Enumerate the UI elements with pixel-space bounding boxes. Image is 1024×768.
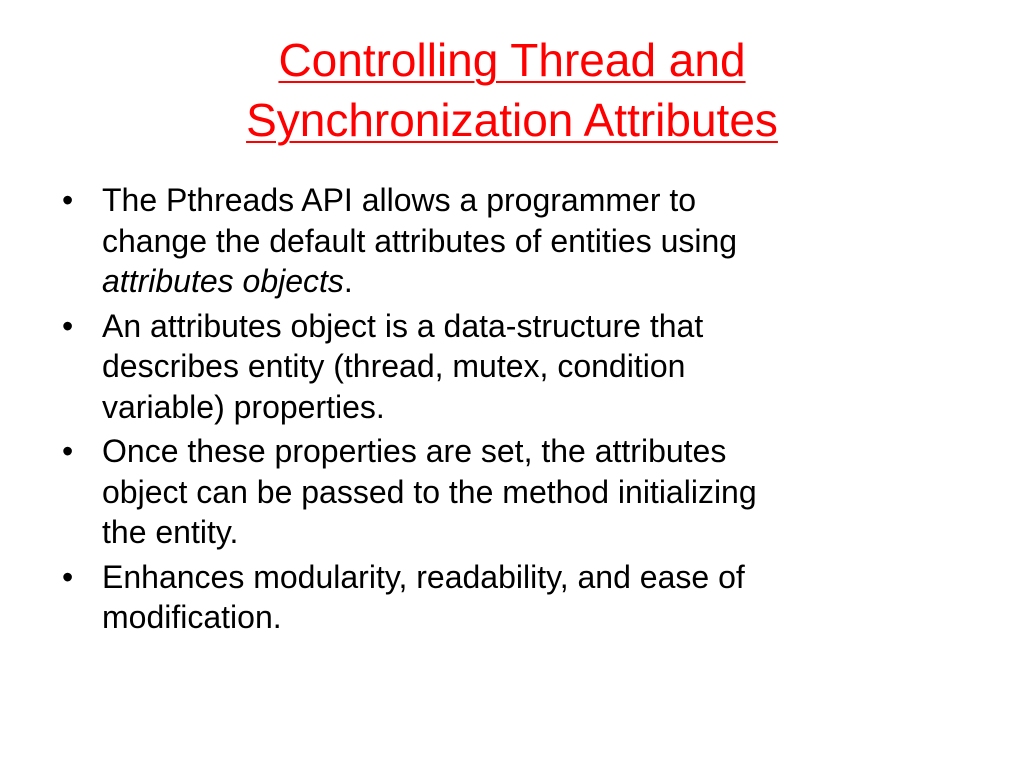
bullet-4-line-2: modification. [102, 599, 282, 635]
bullet-2-line-3: variable) properties. [102, 388, 385, 425]
bullet-3-line-1: Once these properties are set, the attributes [102, 433, 727, 469]
bullet-3-line-2: object can be passed to the method initializing [102, 473, 757, 510]
bullet-dot-icon: • [62, 433, 74, 469]
bullet-4-line-1: Enhances modularity, readability, and ease of [102, 558, 745, 595]
bullet-dot-icon: • [62, 182, 74, 218]
bullet-1-period: . [343, 263, 353, 299]
bullet-1-line-2: change the default attributes of entities using [102, 222, 738, 259]
bullet-2-line-2: describes entity (thread, mutex, condition [102, 348, 686, 384]
slide-title-line-2: Synchronization Attributes [246, 94, 778, 146]
bullet-dot-icon: • [62, 307, 74, 344]
bullet-item-2 [60, 306, 960, 428]
bullet-item-1 [60, 180, 960, 302]
bullet-1-line-1: The Pthreads API allows a programmer to [102, 182, 697, 218]
attributes-objects-term: attributes objects [102, 263, 344, 299]
bullet-dot-icon: • [62, 558, 74, 595]
bullet-3-line-3: the entity. [102, 514, 239, 550]
bullet-2-line-1: An attributes object is a data-structure that [102, 307, 704, 344]
bullet-list [60, 180, 960, 642]
slide-title-line-1: Controlling Thread and [278, 34, 746, 86]
bullet-1-line-3 [102, 261, 960, 302]
bullet-item-3 [60, 431, 960, 553]
slide-title [40, 30, 984, 150]
bullet-item-4 [60, 557, 960, 638]
